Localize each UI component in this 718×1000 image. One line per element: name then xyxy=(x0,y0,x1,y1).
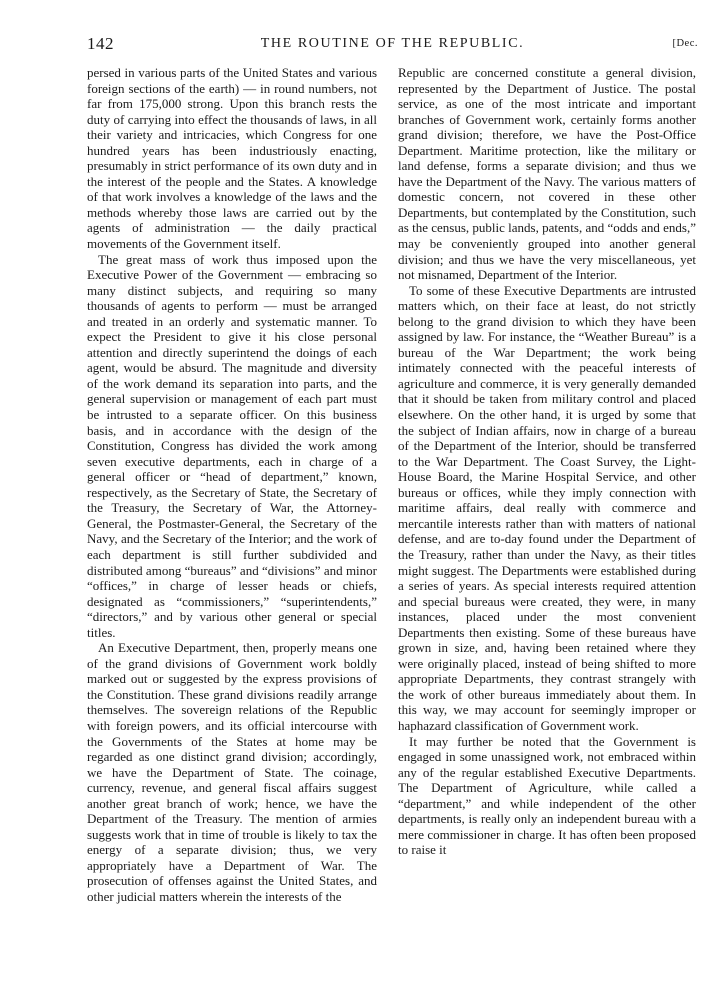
paragraph: It may further be noted that the Government is engaged in some unassigned work, not embraced within any of the regular established Executive Departments. The Department of Agriculture, while called a “department,” and while independent of the other departments, is really only an independent bureau with a mere commissioner in charge. It has often been proposed to raise it xyxy=(398,733,696,858)
paragraph: Republic are concerned constitute a general division, represented by the Department of Justice. The postal service, as one of the most intricate and important branches of Government work, certainly forms another grand division; therefore, we have the Post-Office Department. Maritime protection, like the military or land defense, forms a separate division; and thus we have the Department of the Navy. The various matters of domestic concern, not covered in these other Departments, but contemplated by the Constitution, such as the census, public lands, patents, and “odds and ends,” may be conveniently grouped into another general division; and thus we have the very miscellaneous, yet not misnamed, Department of the Interior. xyxy=(398,65,696,283)
paragraph: persed in various parts of the United States and various foreign sections of the earth) — in round numbers, not far from 175,000 strong. Upon this branch rests the duty of carrying into effect the thousands of laws, in all their variety and intricacies, which Congress for one hundred years has been industriously enacting, presumably in strict performance of its own duty and in the interest of the people and the States. A knowledge of that work involves a knowledge of the laws and the methods whereby those laws are carried out by the agents of administration — the daily practical movements of the Government itself. xyxy=(87,65,377,252)
header-month: [Dec. xyxy=(672,38,698,49)
paragraph: An Executive Department, then, properly means one of the grand divisions of Government work boldly marked out or suggested by the express provisions of the Constitution. These grand divisions readily arrange themselves. The sovereign relations of the Republic with foreign powers, and its official intercourse with the Governments of the States at home may be regarded as one distinct grand division; accordingly, we have the Department of State. The coinage, currency, revenue, and general fiscal affairs suggest another great branch of work; hence, we have the Department of the Treasury. The mention of armies suggests work that in time of trouble is likely to tax the energy of a separate division; thus, we very appropriately have a Department of War. The prosecution of offenses against the United States, and other judicial matters wherein the interests of the xyxy=(87,640,377,904)
page-number: 142 xyxy=(87,34,114,53)
running-title: THE ROUTINE OF THE REPUBLIC. xyxy=(260,36,525,51)
paragraph: The great mass of work thus imposed upon the Executive Power of the Government — embracing so many distinct subjects, and requiring so many thousands of agents to perform — must be arranged and treated in an orderly and systematic manner. To expect the President to give it his close personal attention and directly superintend the doings of each agent, would be absurd. The magnitude and diversity of the work demand its separation into parts, and the general supervision or management of each part must be intrusted to a separate officer. On this business basis, and in accordance with the design of the Constitution, Congress has divided the work among seven executive departments, each in charge of a general officer or “head of department,” known, respectively, as the Secretary of State, the Secretary of the Treasury, the Secretary of War, the Attorney-General, the Postmaster-General, the Secretary of the Navy, and the Secretary of the Interior; and the work of each department is still further subdivided and distributed among “bureaus” and “divisions” and minor “offices,” in charge of lesser heads or chiefs, designated as “commissioners,” “superintendents,” “directors,” and by various other general or special titles. xyxy=(87,251,377,640)
paragraph: To some of these Executive Departments are intrusted matters which, on their face at least, do not strictly belong to the grand division to which they have been assigned by law. For instance, the “Weather Bureau” is a bureau of the War Department; the work being intimately connected with the peaceful interests of agriculture and commerce, it is very generally demanded that it should be taken from military control and placed elsewhere. On the other hand, it is urged by some that the subject of Indian affairs, now in charge of a bureau of the Department of the Interior, should be transferred to the War Department. The Coast Survey, the Light-House Board, the Marine Hospital Service, and other bureaus or offices, while they imply connection with maritime affairs, deal really with commerce and mercantile interests rather than with matters of national defense, and are to-day found under the Department of the Treasury, rather than under the Navy, as their titles might suggest. The Departments were established during a series of years. As special interests required attention and special bureaus were created, they were, in many instances, placed under the most convenient Departments then existing. Some of these bureaus have grown in size, and, having been retained where they were originally placed, instead of being shifted to more appropriate Departments, they contrast strangely with the work of other bureaus immediately about them. In this way, we may account for seemingly improper or haphazard classification of Government work. xyxy=(398,282,696,733)
right-column xyxy=(398,65,696,858)
running-header xyxy=(87,34,698,56)
left-column xyxy=(87,65,377,905)
